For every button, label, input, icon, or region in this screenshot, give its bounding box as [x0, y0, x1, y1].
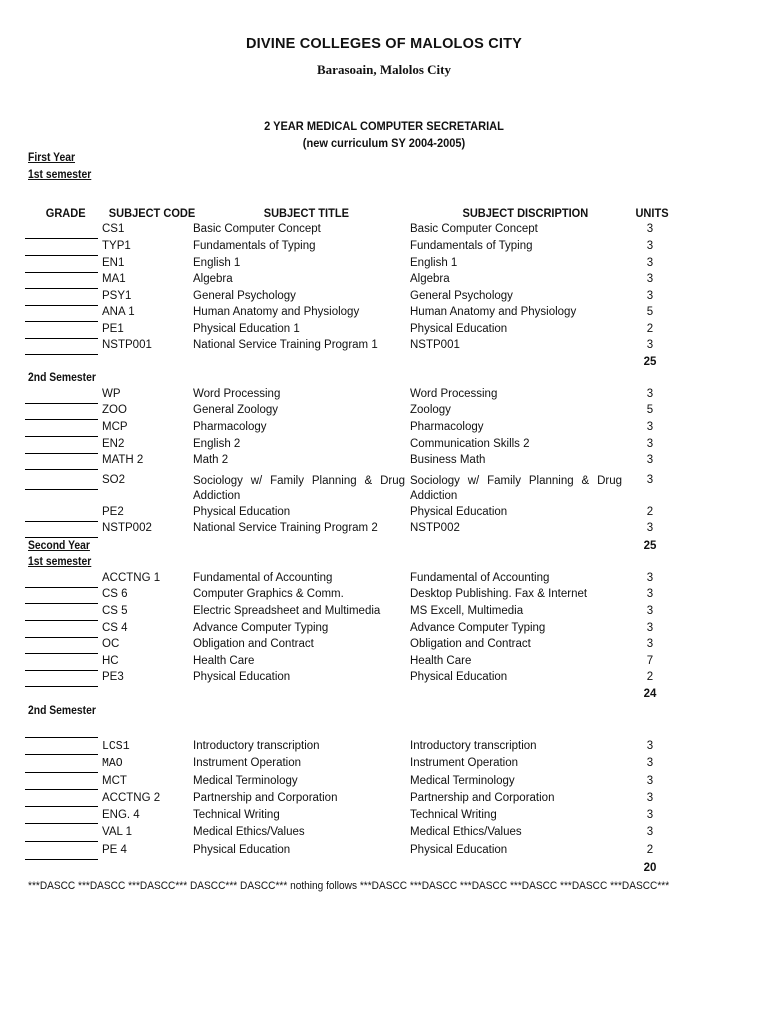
subject-code: PE1 [102, 323, 124, 335]
subject-title: Obligation and Contract [193, 638, 314, 650]
subject-description: Basic Computer Concept [410, 223, 538, 235]
grade-blank-line [25, 789, 98, 790]
grade-blank-line [25, 419, 98, 420]
subject-description: NSTP002 [410, 522, 460, 534]
subject-title: Math 2 [193, 454, 229, 466]
subject-title: Advance Computer Typing [193, 622, 329, 634]
subject-code: LCS1 [102, 740, 130, 753]
subject-code: PE2 [102, 506, 124, 518]
subject-code: EN2 [102, 438, 125, 450]
subject-units: 3 [646, 572, 654, 584]
subject-units: 2 [646, 844, 654, 856]
grade-blank-line [25, 603, 98, 604]
grade-blank-line [25, 354, 98, 355]
subject-description: Word Processing [410, 388, 498, 400]
subject-description: Medical Ethics/Values [410, 826, 522, 838]
subject-units: 3 [646, 792, 654, 804]
subject-units: 3 [646, 339, 654, 351]
subject-title: Fundamentals of Typing [193, 240, 316, 252]
subject-code: MATH 2 [102, 454, 144, 466]
header-grade: GRADE [45, 206, 86, 220]
subject-code: HC [102, 655, 119, 667]
school-name: DIVINE COLLEGES OF MALOLOS CITY [245, 36, 523, 52]
y2s2-total-units: 20 [643, 862, 657, 874]
subject-units: 3 [646, 522, 654, 534]
grade-blank-line [25, 587, 98, 588]
subject-units: 5 [646, 404, 654, 416]
subject-units: 3 [646, 757, 654, 769]
subject-units: 3 [646, 438, 654, 450]
y1-first-semester-label: 1st semester [28, 169, 92, 181]
subject-units: 3 [646, 257, 654, 269]
subject-title: National Service Training Program 1 [193, 339, 378, 351]
subject-code: MA1 [102, 273, 126, 285]
subject-code: TYP1 [102, 240, 131, 252]
grade-blank-line [25, 272, 98, 273]
subject-description: English 1 [410, 257, 458, 269]
subject-title: Medical Ethics/Values [193, 826, 305, 838]
school-address: Barasoain, Malolos City [317, 62, 451, 77]
subject-units: 3 [646, 388, 654, 400]
grade-blank-line [25, 489, 98, 490]
subject-description: Obligation and Contract [410, 638, 531, 650]
subject-code: CS 6 [102, 588, 128, 600]
subject-title: General Psychology [193, 290, 296, 302]
subject-units: 3 [646, 638, 654, 650]
subject-units: 3 [646, 421, 654, 433]
header-subject-title: SUBJECT TITLE [263, 206, 349, 220]
subject-description: Health Care [410, 655, 472, 667]
subject-units: 2 [646, 671, 654, 683]
grade-blank-line [25, 754, 98, 755]
subject-description: Human Anatomy and Physiology [410, 306, 577, 318]
subject-code: CS 4 [102, 622, 128, 634]
program-title: 2 YEAR MEDICAL COMPUTER SECRETARIAL [264, 119, 504, 133]
grade-blank-line [25, 841, 98, 842]
subject-code: ANA 1 [102, 306, 135, 318]
subject-code: PE3 [102, 671, 124, 683]
subject-title: Computer Graphics & Comm. [193, 588, 344, 600]
subject-code: ZOO [102, 404, 127, 416]
grade-blank-line [25, 620, 98, 621]
subject-units: 3 [646, 740, 654, 752]
subject-code: VAL 1 [102, 826, 133, 838]
grade-blank-line [25, 670, 98, 671]
subject-units: 2 [646, 323, 654, 335]
header-subject-code: SUBJECT CODE [108, 206, 196, 220]
subject-code: PSY1 [102, 290, 132, 302]
y2s1-total-units: 24 [643, 688, 657, 700]
subject-units: 3 [646, 622, 654, 634]
subject-description: Instrument Operation [410, 757, 519, 769]
subject-units: 3 [646, 605, 654, 617]
subject-units: 3 [646, 273, 654, 285]
subject-description: Physical Education [410, 506, 508, 518]
first-year-label: First Year [28, 152, 75, 164]
y1s1-total-units: 25 [643, 356, 657, 368]
subject-title: Pharmacology [193, 421, 267, 433]
grade-blank-line [25, 338, 98, 339]
subject-code: NSTP002 [102, 522, 152, 534]
subject-description: Partnership and Corporation [410, 792, 555, 804]
subject-description: Fundamentals of Typing [410, 240, 533, 252]
subject-units: 3 [646, 223, 654, 235]
subject-title: Health Care [193, 655, 255, 667]
subject-title: General Zoology [193, 404, 279, 416]
subject-description: Zoology [410, 404, 451, 416]
grade-blank-line [25, 238, 98, 239]
subject-title: Physical Education [193, 844, 291, 856]
grade-blank-line [25, 653, 98, 654]
subject-units: 3 [646, 809, 654, 821]
grade-blank-line [25, 637, 98, 638]
subject-description: Algebra [410, 273, 450, 285]
subject-description: Technical Writing [410, 809, 497, 821]
curriculum-label: (new curriculum SY 2004-2005) [302, 136, 466, 150]
y1-second-semester-label: 2nd Semester [28, 372, 96, 384]
grade-blank-line [25, 321, 98, 322]
grade-blank-line [25, 537, 98, 538]
grade-blank-line [25, 772, 98, 773]
subject-description: MS Excell, Multimedia [410, 605, 524, 617]
subject-title: Sociology w/ Family Planning & Drug Addiction [193, 475, 405, 502]
grade-blank-line [25, 288, 98, 289]
subject-units: 7 [646, 655, 654, 667]
grade-blank-line [25, 859, 98, 860]
subject-title: Electric Spreadsheet and Multimedia [193, 605, 381, 617]
y2-first-semester-label: 1st semester [28, 556, 92, 568]
subject-description: Physical Education [410, 844, 508, 856]
subject-description: Medical Terminology [410, 775, 515, 787]
subject-code: EN1 [102, 257, 125, 269]
subject-description: Physical Education [410, 671, 508, 683]
subject-code: CS 5 [102, 605, 128, 617]
subject-description: Communication Skills 2 [410, 438, 530, 450]
subject-code: WP [102, 388, 121, 400]
subject-title: Word Processing [193, 388, 281, 400]
subject-units: 3 [646, 290, 654, 302]
subject-code: ACCTNG 2 [102, 792, 161, 804]
grade-blank-line [25, 806, 98, 807]
subject-code: SO2 [102, 474, 126, 486]
subject-code: NSTP001 [102, 339, 152, 351]
subject-title: Physical Education 1 [193, 323, 300, 335]
subject-units: 3 [646, 474, 654, 486]
subject-description: Fundamental of Accounting [410, 572, 550, 584]
header-units: UNITS [635, 206, 669, 220]
subject-units: 5 [646, 306, 654, 318]
subject-title: English 2 [193, 438, 241, 450]
grade-blank-line [25, 823, 98, 824]
subject-units: 2 [646, 506, 654, 518]
subject-code: CS1 [102, 223, 125, 235]
subject-code: MAO [102, 757, 123, 770]
grade-blank-line [25, 469, 98, 470]
second-year-label: Second Year [28, 540, 90, 552]
grade-blank-line [25, 436, 98, 437]
subject-code: MCT [102, 775, 127, 787]
subject-description: NSTP001 [410, 339, 460, 351]
subject-code: MCP [102, 421, 128, 433]
subject-title: Medical Terminology [193, 775, 298, 787]
subject-units: 3 [646, 826, 654, 838]
y1s2-total-units: 25 [643, 540, 657, 552]
subject-title: Human Anatomy and Physiology [193, 306, 360, 318]
subject-title: Basic Computer Concept [193, 223, 321, 235]
grade-blank-line [25, 686, 98, 687]
subject-description: Introductory transcription [410, 740, 537, 752]
grade-blank-line [25, 737, 98, 738]
subject-title: Physical Education [193, 671, 291, 683]
subject-title: English 1 [193, 257, 241, 269]
subject-units: 3 [646, 240, 654, 252]
subject-code: OC [102, 638, 120, 650]
subject-description: Desktop Publishing. Fax & Internet [410, 588, 588, 600]
subject-description: Physical Education [410, 323, 508, 335]
subject-units: 3 [646, 454, 654, 466]
subject-units: 3 [646, 588, 654, 600]
subject-code: ENG. 4 [102, 809, 140, 821]
subject-title: Partnership and Corporation [193, 792, 338, 804]
subject-description: General Psychology [410, 290, 513, 302]
subject-title: Technical Writing [193, 809, 280, 821]
subject-title: Instrument Operation [193, 757, 302, 769]
header-subject-description: SUBJECT DISCRIPTION [462, 206, 589, 220]
subject-code: ACCTNG 1 [102, 572, 161, 584]
subject-description: Business Math [410, 454, 486, 466]
grade-blank-line [25, 305, 98, 306]
subject-title: Physical Education [193, 506, 291, 518]
subject-title: Algebra [193, 273, 233, 285]
subject-code: PE 4 [102, 844, 127, 856]
footer-note: ***DASCC ***DASCC ***DASCC*** DASCC*** DASCC*** nothing follows ***DASCC ***DASCC ***DASCC ***DASCC ***DASCC ***DASCC*** [28, 880, 670, 892]
grade-blank-line [25, 453, 98, 454]
y2-second-semester-label: 2nd Semester [28, 705, 96, 717]
grade-blank-line [25, 403, 98, 404]
subject-title: Introductory transcription [193, 740, 320, 752]
subject-title: National Service Training Program 2 [193, 522, 378, 534]
grade-blank-line [25, 521, 98, 522]
subject-title: Fundamental of Accounting [193, 572, 333, 584]
grade-blank-line [25, 255, 98, 256]
subject-description: Pharmacology [410, 421, 484, 433]
subject-description: Sociology w/ Family Planning & Drug Addiction [410, 475, 622, 502]
subject-description: Advance Computer Typing [410, 622, 546, 634]
subject-units: 3 [646, 775, 654, 787]
